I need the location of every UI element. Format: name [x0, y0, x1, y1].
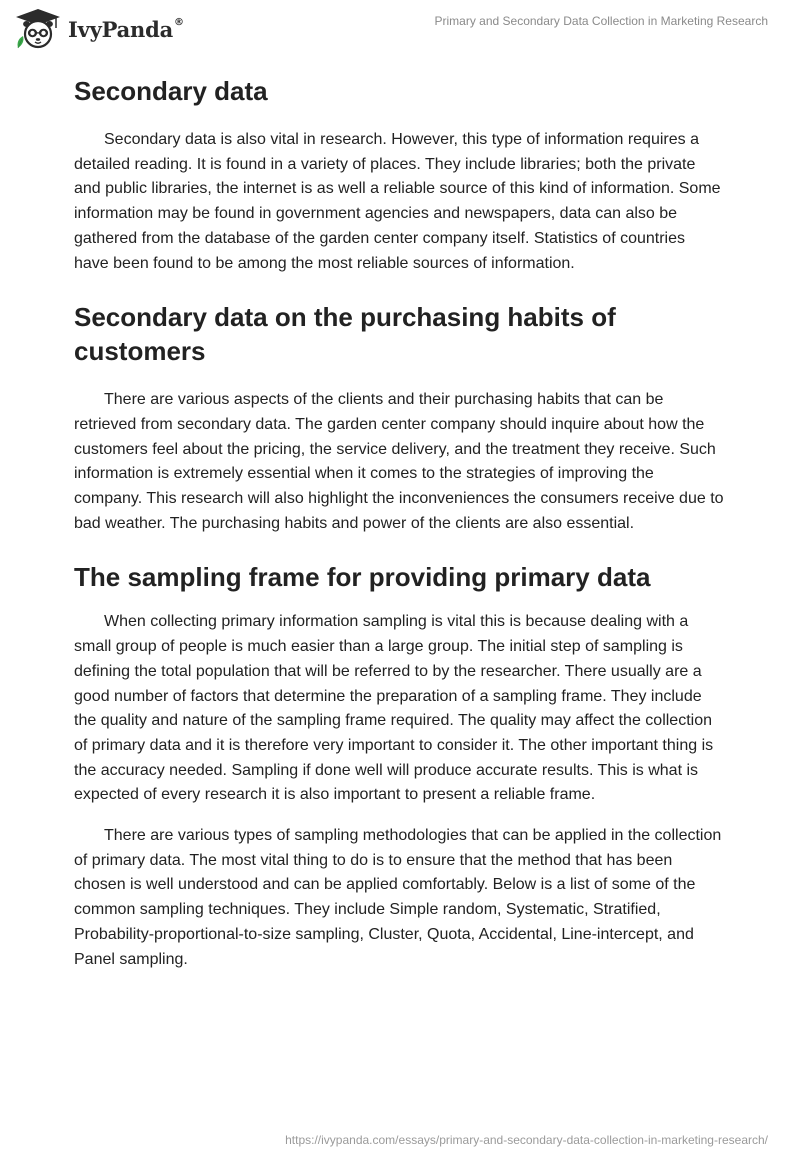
ivypanda-logo[interactable] — [14, 8, 184, 50]
section-heading-sampling-frame: The sampling frame for providing primary data — [74, 562, 651, 593]
section-heading-purchasing-habits: Secondary data on the purchasing habits of customers — [74, 302, 616, 367]
article-body — [74, 70, 724, 972]
section-heading-secondary-data: Secondary data — [74, 76, 268, 106]
registered-mark: ® — [174, 16, 184, 28]
paragraph: There are various types of sampling methodologies that can be applied in the collection of primary data. The most vital thing to do is to ensure that the method that has been chosen is well understood and can be applied comfortably. Below is a list of some of the common sampling techniques. They include Simple random, Systematic, Stratified, Probability-proportional-to-size sampling, Cluster, Quota, Accidental, Line-intercept, and Panel sampling. — [74, 827, 722, 968]
paragraph: There are various aspects of the clients and their purchasing habits that can be retrieved from secondary data. The garden center company should inquire about how the customers feel about the pricing, the service delivery, and the treatment they receive. Such information is extremely essential when it comes to the strategies of improving the company. This research will also highlight the inconveniences the consumers receive due to bad weather. The purchasing habits and power of the clients are also essential. — [74, 391, 724, 532]
paragraph: Secondary data is also vital in research. However, this type of information requires a detailed reading. It is found in a variety of places. They include libraries; both the private and public libraries, the internet is as well a reliable source of this kind of information. Some information may be found in government agencies and newspapers, data can also be gathered from the database of the garden center company itself. Statistics of countries have been found to be among the most reliable sources of information. — [74, 131, 721, 272]
source-url-link[interactable]: https://ivypanda.com/essays/primary-and-secondary-data-collection-in-marketing-research/ — [285, 1133, 768, 1147]
panda-graduate-icon — [14, 8, 62, 50]
brand-name: IvyPanda® — [68, 16, 184, 42]
document-title: Primary and Secondary Data Collection in Marketing Research — [434, 14, 768, 28]
paragraph: When collecting primary information sampling is vital this is because dealing with a small group of people is much easier than a large group. The initial step of sampling is defining the total population that will be referred to by the researcher. There usually are a good number of factors that determine the preparation of a sampling frame. They include the quality and nature of the sampling frame required. The quality may affect the collection of primary data and it is therefore very important to consider it. The other important thing is the accuracy needed. Sampling if done well will produce accurate results. This is what is expected of every research it is also important to present a reliable frame. — [74, 613, 714, 804]
page-header — [0, 0, 800, 64]
